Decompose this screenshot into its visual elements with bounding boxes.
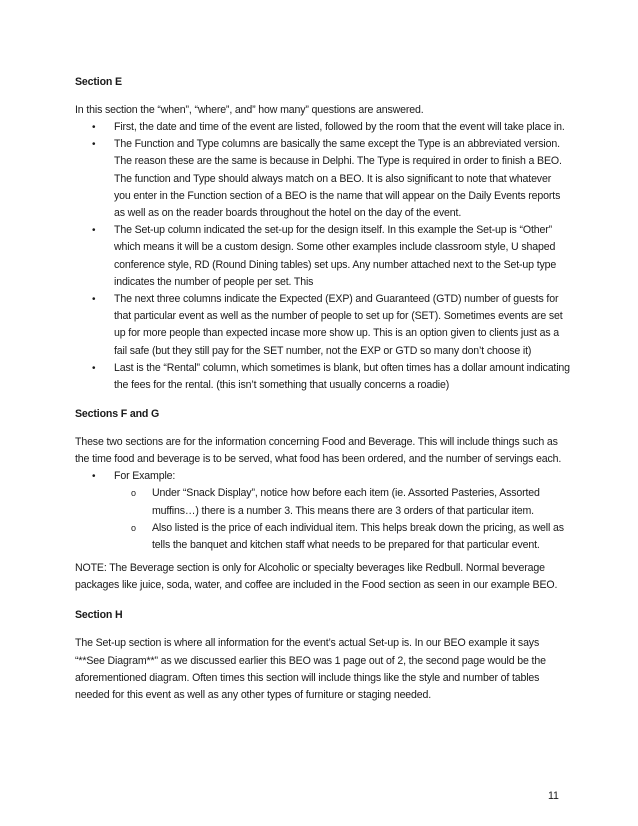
section-e-bullet: • The next three columns indicate the Expected (EXP) and Guaranteed (GTD) number of guests for that particular event as well as the number of people to set up for (SET). Sometimes events are set up for more people than expected incase more show up. This is an option given to clients just as a fail safe (but they still pay for the SET number, not the EXP or GTD so many don’t choose it) (75, 291, 570, 360)
example-sub-bullet: o Also listed is the price of each individual item. This helps break down the pricing, as well as tells the banquet and kitchen staff what needs to be prepared for that particular event. (75, 520, 570, 554)
example-sub-list (114, 485, 570, 554)
example-sub-bullet: o Under “Snack Display”, notice how before each item (ie. Assorted Pasteries, Assorted muffins…) there is a number 3. This means there are 3 orders of that particular item. (75, 485, 570, 519)
section-h-heading: Section H (75, 609, 123, 622)
section-h-body: The Set-up section is where all information for the event’s actual Set-up is. In our BEO example it says “**See Diagram**” as we discussed earlier this BEO was 1 page out of 2, the second page would be the aforementioned diagram. Often times this section will include things like the style and number of tables needed for this event as well as any other types of furniture or staging needed. (75, 637, 546, 702)
sections-f-g-heading: Sections F and G (75, 408, 160, 421)
example-bullet (75, 468, 570, 554)
section-e-bullet: • Last is the “Rental” column, which sometimes is blank, but often times has a dollar amount indicating the fees for the rental. (this isn’t something that usually concerns a roadie) (75, 360, 570, 394)
beverage-note: NOTE: The Beverage section is only for Alcoholic or specialty beverages like Redbull. Normal beverage packages like juice, soda, water, and coffee are included in the Food section as seen in our example BEO. (75, 562, 558, 592)
section-e-bullet: • The Function and Type columns are basically the same except the Type is an abbreviated version. The reason these are the same is because in Delphi. The Type is required in order to finish a BEO. The function and Type should always match on a BEO. It is also significant to note that whatever you enter in the Function section of a BEO is the name that will appear on the Daily Events reports as well as on the reader boards throughout the hotel on the day of the event. (75, 136, 570, 222)
page-content (75, 75, 570, 705)
section-e-intro: In this section the “when”, “where”, and” how many” questions are answered. (75, 104, 424, 116)
sections-f-g-bullet-list (75, 468, 570, 554)
page-number: 11 (548, 790, 559, 802)
section-e-bullet: • The Set-up column indicated the set-up for the design itself. In this example the Set-up is “Other” which means it will be a custom design. Some other examples include classroom style, U shaped conference style, RD (Round Dining tables) set ups. Any number attached next to the Set-up type indicates the number of people per set. This (75, 222, 570, 291)
section-e-bullet: • First, the date and time of the event are listed, followed by the room that the event will take place in. (75, 119, 570, 136)
example-label: For Example: (114, 470, 176, 483)
section-e-bullet-list (75, 119, 570, 394)
section-e-heading: Section E (75, 76, 122, 88)
sections-f-g-intro: These two sections are for the information concerning Food and Beverage. This will include things such as the time food and beverage is to be served, what food has been ordered, and the number of servings each. (75, 436, 562, 466)
